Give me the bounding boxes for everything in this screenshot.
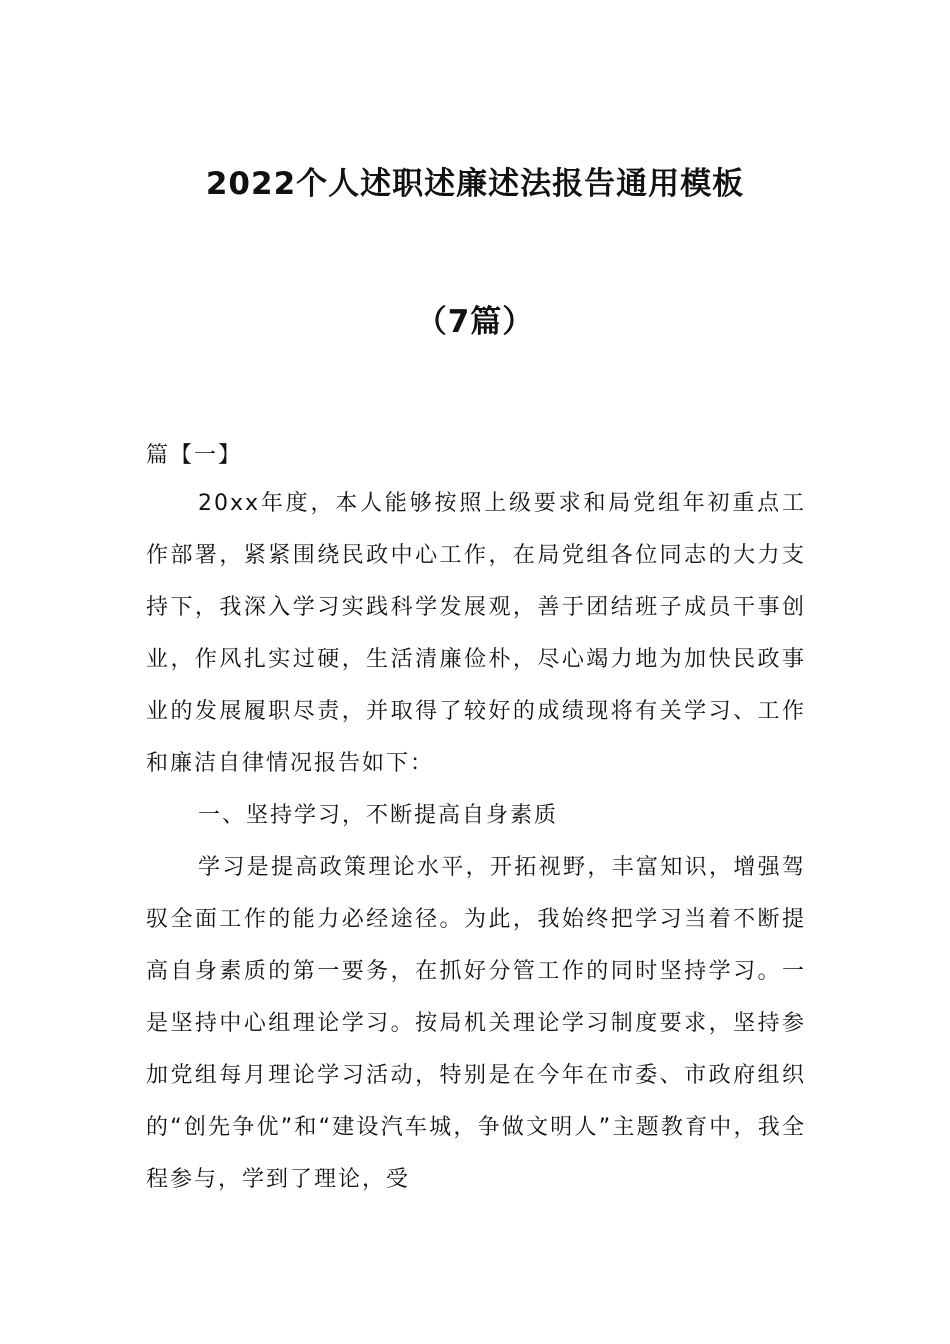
paragraph-study: 学习是提高政策理论水平，开拓视野，丰富知识，增强驾驭全面工作的能力必经途径。为此，我始终把学习当着不断提高自身素质的第一要务，在抓好分管工作的同时坚持学习。一是坚持中心组理论学习。按局机关理论学习制度要求，坚持参加党组每月理论学习活动，特别是在今年在市委、市政府组织的“创先争优”和“建设汽车城，争做文明人”主题教育中，我全程参与，学到了理论，受 — [146, 855, 806, 1192]
section-heading-1: 一、坚持学习，不断提高自身素质 — [198, 803, 559, 828]
document-subtitle: （7篇） — [415, 304, 535, 340]
paragraph-intro: 20xx年度，本人能够按照上级要求和局党组年初重点工作部署，紧紧围绕民政中心工作，在局党组各位同志的大力支持下，我深入学习实践科学发展观，善于团结班子成员干事创业，作风扎实过硬，生活清廉俭朴，尽心竭力地为加快民政事业的发展履职尽责，并取得了较好的成绩现将有关学习、工作和廉洁自律情况报告如下： — [146, 491, 806, 776]
document-body — [146, 478, 806, 1206]
document-title: 2022个人述职述廉述法报告通用模板 — [205, 166, 745, 202]
section-label: 篇【一】 — [146, 443, 243, 468]
